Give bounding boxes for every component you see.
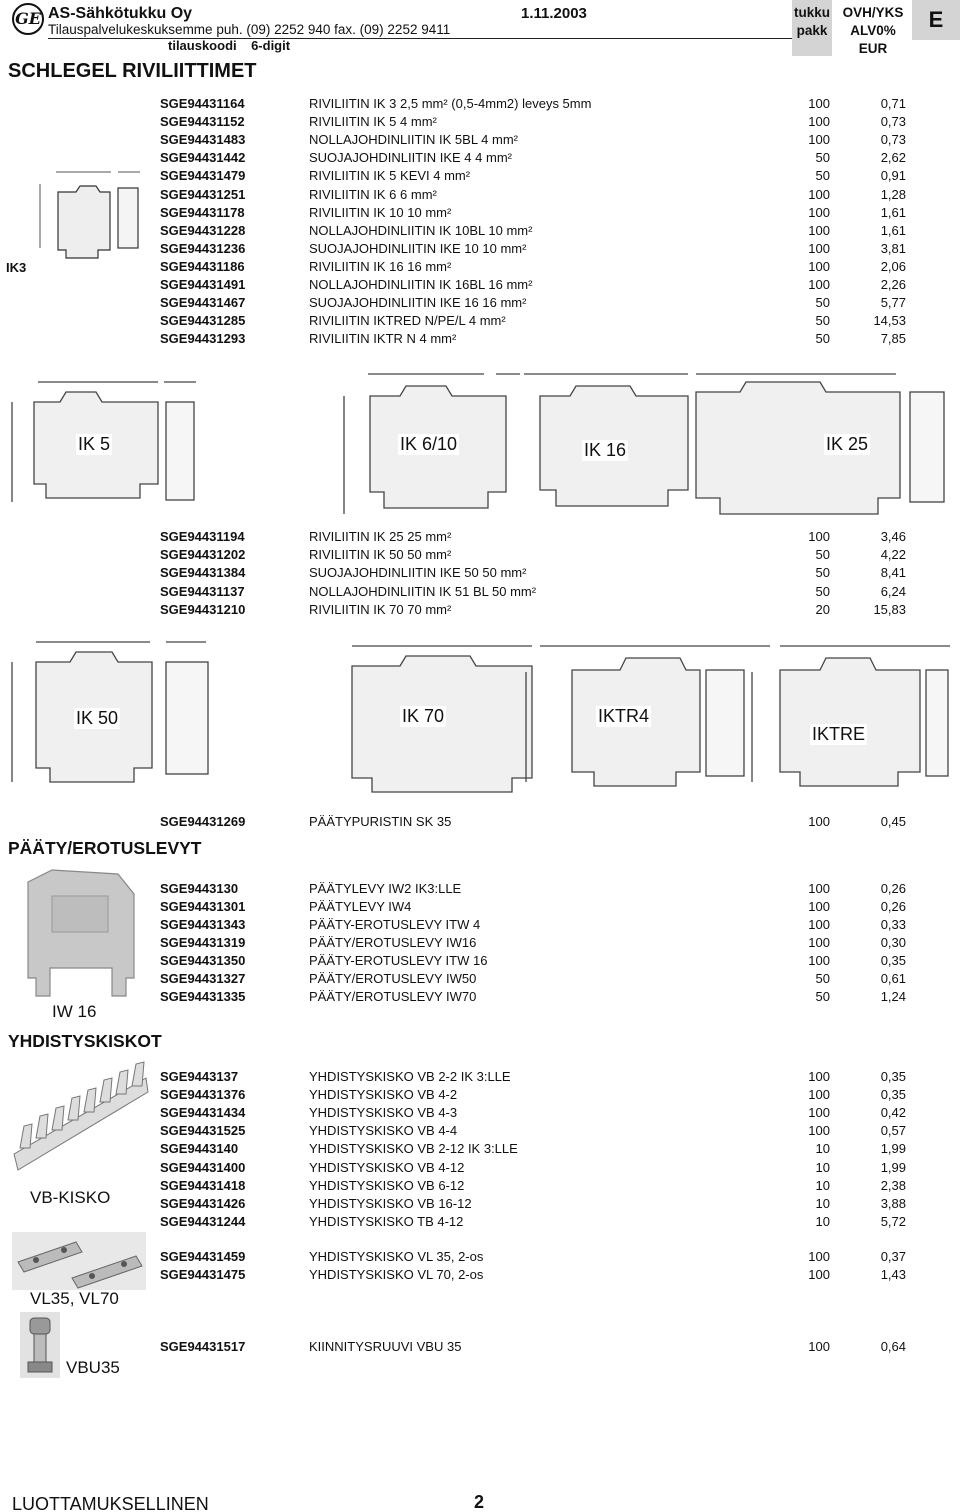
price: 0,35 [880,953,906,968]
product-description: NOLLAJOHDINLIITIN IK 51 BL 50 mm² [309,583,537,599]
table-row [0,1177,960,1195]
table-row [0,240,960,258]
pack-size: 50 [815,150,830,166]
product-code: SGE94431152 [160,114,245,130]
table-row [0,528,960,546]
section-title-paaty: PÄÄTY/EROTUSLEVYT [8,838,202,858]
product-description: RIVILIITIN IK 6 6 mm² [309,186,437,202]
product-description: YHDISTYSKISKO VL 70, 2-os [309,1267,484,1282]
terminal-drawings-row1 [0,362,960,524]
table-row [0,1122,960,1140]
product-code: SGE94431269 [160,814,246,829]
price: 0,45 [880,814,906,829]
table-row [0,186,960,204]
product-description: NOLLAJOHDINLIITIN IK 5BL 4 mm² [309,132,519,148]
price: 5,72 [880,1213,906,1229]
price: 14,53 [873,313,906,329]
pack-size: 50 [815,547,830,563]
pack-size: 100 [808,1105,830,1121]
ge-logo: GE [12,3,44,35]
order-phone: Tilauspalvelukeskuksemme puh. (09) 2252 940 fax. (09) 2252 9411 [48,22,451,37]
col-header-price-line1: OVH/YKS [842,5,904,20]
table-row [0,1159,960,1177]
product-code: SGE94431327 [160,971,246,986]
caption-vb-kisko: VB-KISKO [30,1188,111,1207]
price: 0,73 [880,132,906,148]
product-description: PÄÄTY/EROTUSLEVY IW16 [309,935,477,950]
product-code: SGE94431434 [160,1105,246,1121]
col-header-tukku [792,4,832,40]
table-row [0,916,960,934]
product-description: YHDISTYSKISKO VB 4-3 [309,1105,458,1121]
price: 1,61 [880,204,906,220]
table-row [0,294,960,312]
caption-ik16: IK 16 [584,440,627,460]
product-code: SGE94431301 [160,899,246,914]
table-row [0,1213,960,1231]
table-row [0,1104,960,1122]
table-row [0,1266,960,1284]
table-row [0,988,960,1006]
product-description: PÄÄTYPURISTIN SK 35 [309,814,452,829]
pack-size: 100 [808,881,830,896]
product-code: SGE94431319 [160,935,246,950]
table-row [0,1248,960,1266]
pack-size: 100 [808,814,830,829]
table-row [0,204,960,222]
product-description: NOLLAJOHDINLIITIN IK 10BL 10 mm² [309,222,533,238]
caption-ik5: IK 5 [78,434,111,454]
product-code: SGE94431202 [160,547,246,563]
product-description: PÄÄTY-EROTUSLEVY ITW 16 [309,953,488,968]
price: 1,28 [880,186,906,202]
product-code: SGE94431418 [160,1177,246,1193]
caption-vl: VL35, VL70 [30,1289,119,1308]
pack-size: 50 [815,331,830,347]
price: 2,26 [880,277,906,292]
pack-size: 100 [808,1123,830,1139]
product-code: SGE9443137 [160,1069,239,1084]
price: 15,83 [873,601,906,617]
pack-size: 50 [815,583,830,599]
product-code: SGE94431479 [160,168,246,184]
product-code: SGE94431426 [160,1195,246,1211]
price: 0,26 [880,881,906,896]
product-code: SGE94431400 [160,1159,246,1175]
product-code: SGE94431164 [160,96,245,111]
col-header-price [840,4,906,58]
price: 0,30 [880,935,906,950]
product-code: SGE9443130 [160,881,239,896]
page-number: 2 [474,1492,485,1512]
price: 1,99 [880,1141,906,1157]
pack-size: 50 [815,168,830,184]
table-row [0,898,960,916]
caption-ik3: IK3 [6,260,27,275]
pack-size: 50 [815,565,830,581]
table-row [0,583,960,601]
product-code: SGE94431343 [160,917,246,932]
product-description: RIVILIITIN IK 70 70 mm² [309,601,452,617]
pack-size: 10 [815,1195,830,1211]
pack-size: 100 [808,1267,830,1282]
product-description: NOLLAJOHDINLIITIN IK 16BL 16 mm² [309,277,533,292]
pack-size: 50 [815,971,830,986]
product-description: RIVILIITIN IK 5 4 mm² [309,114,437,130]
table-row [0,131,960,149]
pack-size: 100 [808,204,830,220]
product-code: SGE94431210 [160,601,246,617]
product-description: YHDISTYSKISKO VB 4-4 [309,1123,458,1139]
product-code: SGE94431517 [160,1339,246,1354]
table-row [0,601,960,619]
table-row [0,258,960,276]
product-code: SGE94431384 [160,565,246,581]
product-description: SUOJAJOHDINLIITIN IKE 16 16 mm² [309,295,527,311]
product-description: YHDISTYSKISKO VB 2-2 IK 3:LLE [309,1069,511,1084]
header-rule [48,38,796,39]
product-code: SGE94431335 [160,989,246,1004]
section-title-yhdistys: YHDISTYSKISKOT [8,1031,162,1051]
product-description: KIINNITYSRUUVI VBU 35 [309,1339,462,1354]
col-header-tukku-line2: pakk [796,23,828,38]
pack-size: 100 [808,132,830,148]
product-description: PÄÄTY-EROTUSLEVY ITW 4 [309,917,481,932]
company-name: AS-Sähkötukku Oy [48,5,193,22]
caption-iktred: IKTRE [812,724,866,744]
product-description: YHDISTYSKISKO VB 16-12 [309,1195,472,1211]
price: 0,64 [880,1339,906,1354]
price: 0,35 [880,1069,906,1084]
product-code: SGE94431236 [160,240,246,256]
product-code: SGE94431228 [160,222,246,238]
product-code: SGE94431459 [160,1249,246,1264]
product-code: SGE94431525 [160,1123,246,1139]
product-description: YHDISTYSKISKO VB 4-2 [309,1087,458,1103]
pack-size: 100 [808,222,830,238]
price: 1,24 [880,989,906,1004]
table-row [0,1140,960,1158]
pack-size: 10 [815,1159,830,1175]
product-description: PÄÄTY/EROTUSLEVY IW70 [309,989,477,1004]
pack-size: 100 [808,277,830,292]
table-row [0,934,960,952]
pack-size: 100 [808,917,830,932]
table-row [0,1086,960,1104]
confidential-label: LUOTTAMUKSELLINEN [12,1494,209,1512]
price: 0,57 [880,1123,906,1139]
pack-size: 100 [808,1087,830,1103]
product-code: SGE94431293 [160,331,246,347]
pack-size: 100 [808,1249,830,1264]
col-header-tukku-line1: tukku [793,5,830,20]
product-code: SGE94431178 [160,204,245,220]
pack-size: 100 [808,899,830,914]
table-row [0,95,960,113]
table-row [0,149,960,167]
product-code: SGE94431442 [160,150,246,166]
product-code: SGE94431251 [160,186,246,202]
pack-size: 100 [808,953,830,968]
price: 8,41 [880,565,906,581]
product-description: YHDISTYSKISKO VB 2-12 IK 3:LLE [309,1141,518,1157]
table-row [0,312,960,330]
order-code-label: tilauskoodi 6-digit [168,38,291,53]
pack-size: 100 [808,1339,830,1354]
table-row [0,546,960,564]
product-code: SGE94431483 [160,132,246,148]
price: 0,35 [880,1087,906,1103]
pack-size: 50 [815,295,830,311]
product-description: RIVILIITIN IK 50 50 mm² [309,547,452,563]
product-code: SGE94431376 [160,1087,246,1103]
product-description: RIVILIITIN IK 16 16 mm² [309,258,452,274]
pack-size: 10 [815,1177,830,1193]
table-row [0,813,960,831]
product-description: PÄÄTYLEVY IW4 [309,899,412,914]
table-row [0,564,960,582]
pack-size: 100 [808,258,830,274]
pack-size: 10 [815,1213,830,1229]
pack-size: 100 [808,96,830,111]
product-description: RIVILIITIN IK 5 KEVI 4 mm² [309,168,471,184]
pack-size: 10 [815,1141,830,1157]
pack-size: 100 [808,529,830,544]
pack-size: 100 [808,186,830,202]
table-row [0,167,960,185]
caption-iktr4: IKTR4 [598,706,650,726]
pack-size: 100 [808,1069,830,1084]
product-description: YHDISTYSKISKO VB 6-12 [309,1177,465,1193]
price-date: 1.11.2003 [521,5,587,22]
price: 0,71 [880,96,906,111]
product-description: RIVILIITIN IKTR N 4 mm² [309,331,457,347]
terminal-drawings-row2 [0,632,960,800]
price: 5,77 [880,295,906,311]
product-code: SGE94431186 [160,258,245,274]
price: 0,61 [880,971,906,986]
caption-ik25: IK 25 [826,434,869,454]
price: 1,61 [880,222,906,238]
product-code: SGE94431137 [160,583,245,599]
price: 0,26 [880,899,906,914]
product-code: SGE94431244 [160,1213,246,1229]
product-code: SGE94431491 [160,277,246,292]
price: 3,81 [880,240,906,256]
pack-size: 50 [815,989,830,1004]
price: 1,99 [880,1159,906,1175]
col-header-price-line3: EUR [858,41,888,56]
pack-size: 100 [808,114,830,130]
product-description: SUOJAJOHDINLIITIN IKE 4 4 mm² [309,150,512,166]
table-row [0,330,960,348]
price: 3,88 [880,1195,906,1211]
price: 3,46 [880,529,906,544]
price: 1,43 [880,1267,906,1282]
price: 0,42 [880,1105,906,1121]
product-code: SGE94431285 [160,313,246,329]
product-code: SGE94431467 [160,295,246,311]
product-description: SUOJAJOHDINLIITIN IKE 50 50 mm² [309,565,527,581]
pack-size: 100 [808,240,830,256]
price: 2,62 [880,150,906,166]
price: 7,85 [880,331,906,347]
product-description: RIVILIITIN IK 10 10 mm² [309,204,452,220]
product-description: PÄÄTY/EROTUSLEVY IW50 [309,971,477,986]
caption-ik610: IK 6/10 [400,434,458,454]
table-row [0,880,960,898]
table-row [0,276,960,294]
pack-size: 20 [815,601,830,617]
product-description: RIVILIITIN IK 25 25 mm² [309,529,452,544]
product-description: YHDISTYSKISKO TB 4-12 [309,1213,464,1229]
caption-ik70: IK 70 [402,706,445,726]
table-row [0,222,960,240]
pack-size: 100 [808,935,830,950]
product-code: SGE94431475 [160,1267,246,1282]
product-description: RIVILIITIN IKTRED N/PE/L 4 mm² [309,313,506,329]
product-code: SGE9443140 [160,1141,239,1157]
price: 2,06 [880,258,906,274]
page-title: SCHLEGEL RIVILIITTIMET [8,60,257,82]
product-description: YHDISTYSKISKO VL 35, 2-os [309,1249,484,1264]
price: 2,38 [880,1177,906,1193]
price: 6,24 [880,583,906,599]
caption-ik50: IK 50 [76,708,119,728]
product-description: RIVILIITIN IK 3 2,5 mm² (0,5-4mm2) leveys 5mm [309,96,592,111]
product-code: SGE94431194 [160,529,245,544]
price: 4,22 [880,547,906,563]
currency-badge: E [912,0,960,40]
product-description: YHDISTYSKISKO VB 4-12 [309,1159,465,1175]
pack-size: 50 [815,313,830,329]
price: 0,73 [880,114,906,130]
table-row [0,952,960,970]
table-row [0,1338,960,1356]
table-row [0,970,960,988]
price: 0,33 [880,917,906,932]
product-code: SGE94431350 [160,953,246,968]
price: 0,37 [880,1249,906,1264]
caption-iw16: IW 16 [52,1002,97,1021]
caption-vbu: VBU35 [66,1358,120,1377]
product-description: PÄÄTYLEVY IW2 IK3:LLE [309,881,462,896]
table-row [0,1068,960,1086]
product-description: SUOJAJOHDINLIITIN IKE 10 10 mm² [309,240,527,256]
table-row [0,1195,960,1213]
price: 0,91 [880,168,906,184]
col-header-price-line2: ALV0% [850,23,896,38]
table-row [0,113,960,131]
